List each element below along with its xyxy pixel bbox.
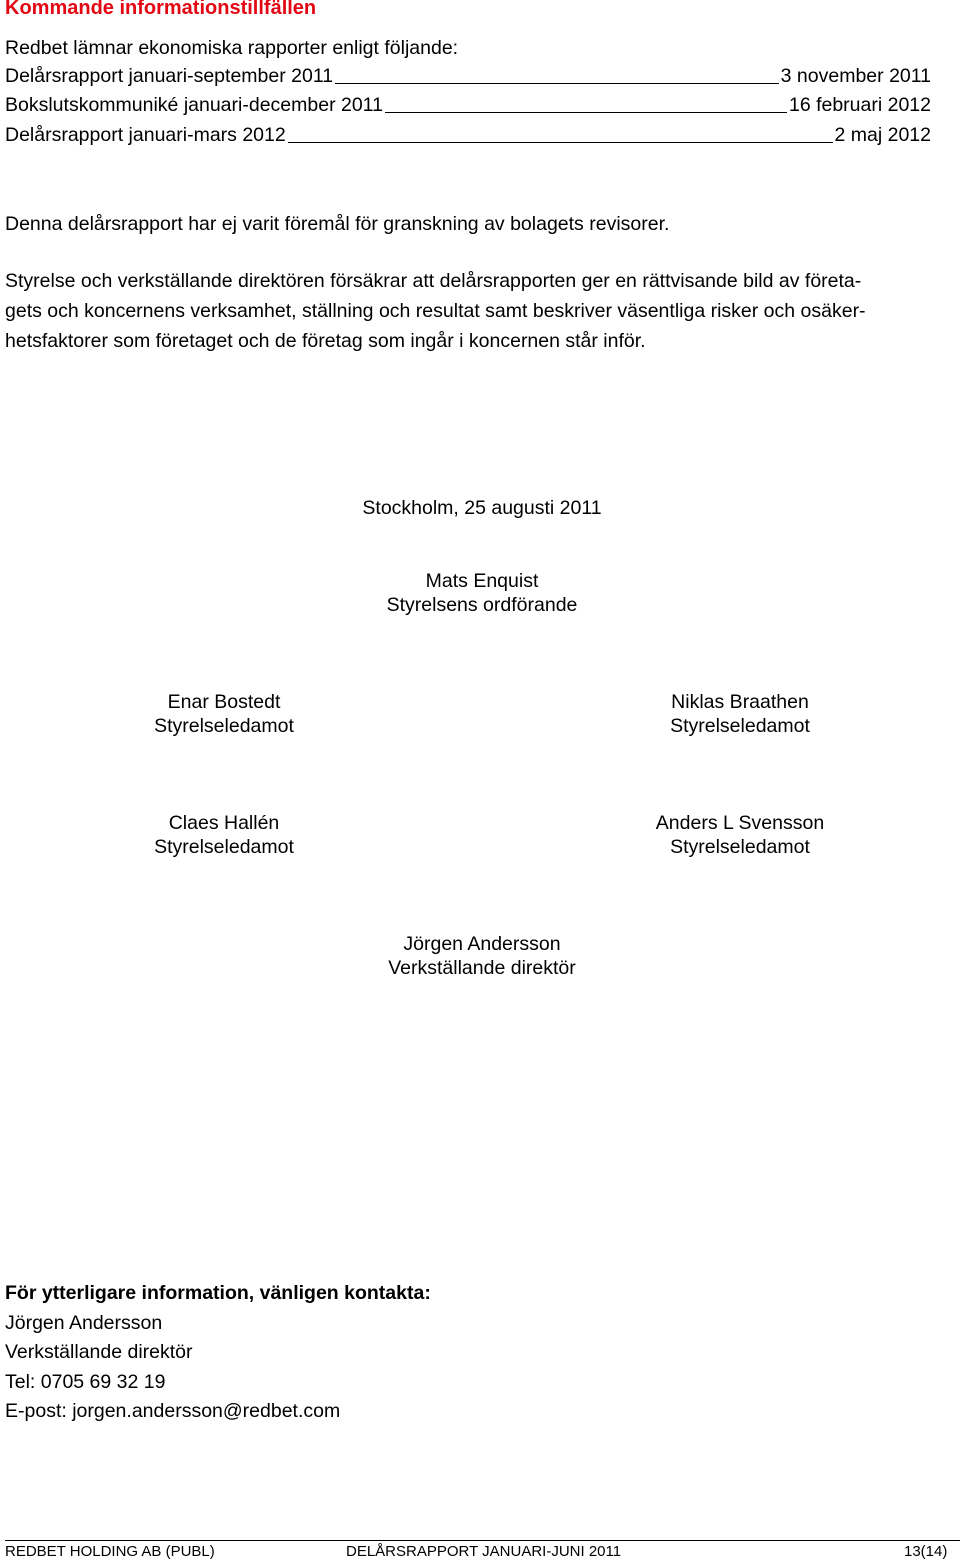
contact-role: Verkställande direktör	[5, 1341, 193, 1363]
signatory-role: Styrelseledamot	[154, 715, 294, 737]
signatory-name: Niklas Braathen	[671, 691, 809, 713]
signatory-role: Styrelseledamot	[670, 715, 810, 737]
contact-name: Jörgen Andersson	[5, 1311, 163, 1334]
schedule-label: Bokslutskommuniké januari-december 2011	[5, 94, 383, 116]
signatory-role: Styrelsens ordförande	[386, 594, 578, 616]
audit-note: Denna delårsrapport har ej varit föremål för granskning av bolagets revisorer.	[5, 213, 670, 235]
signatory-role: Verkställande direktör	[388, 957, 576, 979]
leader-line	[335, 82, 779, 84]
contact-block	[5, 1279, 431, 1427]
signatory-role: Styrelseledamot	[154, 836, 294, 858]
assurance-paragraph	[5, 266, 955, 356]
signatory-name: Jörgen Andersson	[403, 933, 561, 955]
schedule-row	[5, 93, 931, 117]
assurance-line: gets och koncernens verksamhet, ställning och resultat samt beskriver väsentliga risker och osäker-	[5, 300, 866, 322]
signature-member	[590, 690, 890, 738]
schedule-row	[5, 123, 931, 147]
contact-title: För ytterligare information, vänligen kontakta:	[5, 1282, 431, 1304]
contact-phone: Tel: 0705 69 32 19	[5, 1370, 166, 1393]
schedule-date: 2 maj 2012	[834, 124, 931, 146]
footer-company: REDBET HOLDING AB (PUBL)	[5, 1543, 215, 1560]
signatory-name: Anders L Svensson	[655, 812, 825, 834]
place-date-text: Stockholm, 25 augusti 2011	[362, 497, 602, 519]
signature-member	[74, 690, 374, 738]
schedule-label: Delårsrapport januari-mars 2012	[5, 124, 286, 146]
signature-member	[590, 811, 890, 859]
assurance-line: hetsfaktorer som företaget och de företag som ingår i koncernen står inför.	[5, 330, 646, 352]
assurance-line: Styrelse och verkställande direktören försäkrar att delårsrapporten ger en rättvisande bild av företa-	[5, 270, 862, 292]
contact-email[interactable]: E-post: jorgen.andersson@redbet.com	[5, 1400, 341, 1422]
leader-line	[385, 111, 787, 113]
place-date	[0, 496, 960, 520]
signatory-name: Claes Hallén	[168, 812, 280, 834]
section-heading: Kommande informationstillfällen	[5, 0, 317, 19]
schedule-date: 16 februari 2012	[788, 94, 931, 116]
leader-line	[288, 141, 833, 143]
signatory-name: Enar Bostedt	[167, 691, 281, 713]
signatory-role: Styrelseledamot	[670, 836, 810, 858]
signature-chair	[0, 569, 960, 617]
schedule-row	[5, 64, 931, 88]
schedule-intro: Redbet lämnar ekonomiska rapporter enligt följande:	[5, 37, 459, 59]
footer-page-number: 13(14)	[904, 1543, 948, 1560]
schedule-date: 3 november 2011	[780, 65, 931, 87]
signatory-name: Mats Enquist	[425, 570, 539, 592]
schedule-label: Delårsrapport januari-september 2011	[5, 65, 334, 87]
footer-report-title: DELÅRSRAPPORT JANUARI-JUNI 2011	[346, 1543, 622, 1560]
signature-ceo	[0, 932, 960, 980]
footer-divider	[5, 1540, 960, 1541]
signature-member	[74, 811, 374, 859]
